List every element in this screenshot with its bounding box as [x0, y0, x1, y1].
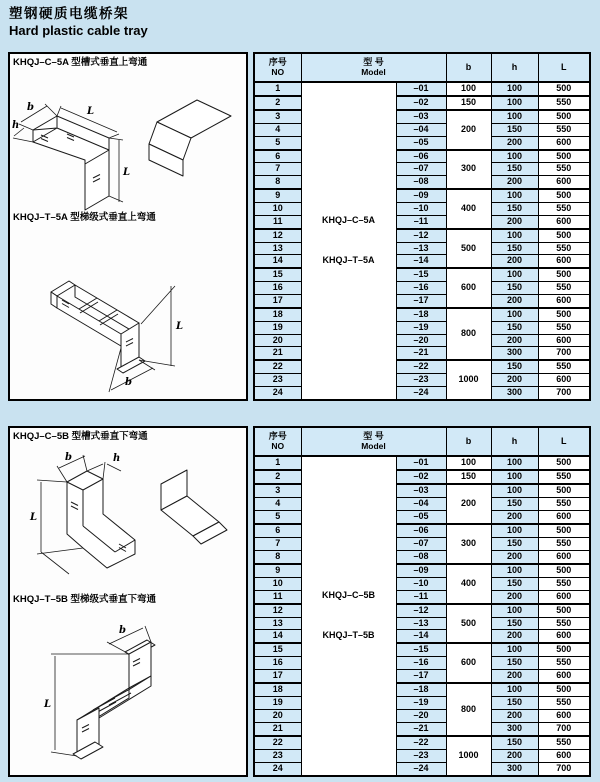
height-h-cell: 200 [491, 176, 538, 189]
model-suffix-cell: –20 [396, 334, 446, 347]
page-title-zh: 塑钢硬质电缆桥架 [9, 6, 129, 21]
model-suffix-cell: –21 [396, 722, 446, 735]
height-h-cell: 100 [491, 470, 538, 484]
height-h-cell: 150 [491, 360, 538, 373]
width-b-cell: 300 [446, 150, 491, 190]
model-suffix-cell: –01 [396, 456, 446, 470]
row-number-cell: 24 [254, 762, 301, 776]
length-l-cell: 600 [538, 510, 590, 523]
row-number-cell: 2 [254, 470, 301, 484]
row-number-cell: 23 [254, 749, 301, 762]
model-name-cell [301, 456, 396, 776]
dim-label-l: L [30, 512, 38, 523]
length-l-cell: 600 [538, 749, 590, 762]
model-suffix-cell: –05 [396, 510, 446, 523]
model-suffix-cell: –09 [396, 189, 446, 202]
height-h-cell: 100 [491, 82, 538, 96]
model-suffix-cell: –12 [396, 604, 446, 617]
dim-label-h: h [113, 453, 121, 464]
height-h-cell: 150 [491, 657, 538, 670]
row-number-cell: 15 [254, 643, 301, 656]
section-5a [8, 52, 592, 401]
row-number-cell: 16 [254, 282, 301, 295]
row-number-cell: 13 [254, 617, 301, 630]
col-header-h: h [491, 53, 538, 82]
length-l-cell: 600 [538, 550, 590, 563]
length-l-cell: 550 [538, 203, 590, 216]
spec-table-body [254, 456, 590, 776]
height-h-cell: 150 [491, 736, 538, 749]
model-suffix-cell: –13 [396, 617, 446, 630]
dim-label-h: h [12, 120, 20, 131]
length-l-cell: 700 [538, 762, 590, 776]
model-suffix-cell: –17 [396, 294, 446, 307]
height-h-cell: 300 [491, 386, 538, 400]
row-number-cell: 9 [254, 564, 301, 577]
model-suffix-cell: –03 [396, 110, 446, 123]
row-number-cell: 7 [254, 163, 301, 176]
model-suffix-cell: –17 [396, 670, 446, 683]
model-suffix-cell: –24 [396, 762, 446, 776]
row-number-cell: 5 [254, 510, 301, 523]
model-suffix-cell: –19 [396, 321, 446, 334]
length-l-cell: 500 [538, 456, 590, 470]
col-header-b: b [446, 427, 491, 456]
length-l-cell: 550 [538, 697, 590, 710]
spec-row [254, 82, 590, 96]
width-b-cell: 500 [446, 229, 491, 269]
height-h-cell: 150 [491, 577, 538, 590]
dim-label-l: L [123, 167, 131, 178]
label-ladder-5b: KHQJ–T–5B 型梯级式垂直下弯通 [13, 594, 157, 605]
row-number-cell: 8 [254, 550, 301, 563]
drawing-panel-5b [8, 426, 248, 777]
row-number-cell: 22 [254, 736, 301, 749]
length-l-cell: 500 [538, 604, 590, 617]
model-suffix-cell: –20 [396, 710, 446, 723]
row-number-cell: 1 [254, 456, 301, 470]
length-l-cell: 500 [538, 110, 590, 123]
row-number-cell: 6 [254, 150, 301, 163]
width-b-cell: 300 [446, 524, 491, 564]
height-h-cell: 200 [491, 550, 538, 563]
col-header-l: L [538, 53, 590, 82]
model-suffix-cell: –22 [396, 360, 446, 373]
row-number-cell: 18 [254, 683, 301, 696]
row-number-cell: 5 [254, 136, 301, 149]
spec-table-body [254, 82, 590, 400]
length-l-cell: 600 [538, 630, 590, 643]
width-b-cell: 600 [446, 268, 491, 308]
dim-label-b: b [27, 102, 34, 113]
model-suffix-cell: –04 [396, 123, 446, 136]
length-l-cell: 500 [538, 189, 590, 202]
row-number-cell: 10 [254, 203, 301, 216]
model-suffix-cell: –15 [396, 268, 446, 281]
row-number-cell: 12 [254, 229, 301, 242]
height-h-cell: 200 [491, 255, 538, 268]
length-l-cell: 500 [538, 683, 590, 696]
model-suffix-cell: –16 [396, 282, 446, 295]
row-number-cell: 20 [254, 710, 301, 723]
height-h-cell: 150 [491, 321, 538, 334]
height-h-cell: 100 [491, 308, 538, 321]
height-h-cell: 100 [491, 524, 538, 537]
height-h-cell: 100 [491, 189, 538, 202]
model-suffix-cell: –05 [396, 136, 446, 149]
length-l-cell: 600 [538, 294, 590, 307]
length-l-cell: 550 [538, 657, 590, 670]
length-l-cell: 500 [538, 229, 590, 242]
model-suffix-cell: –18 [396, 308, 446, 321]
height-h-cell: 200 [491, 590, 538, 603]
height-h-cell: 200 [491, 630, 538, 643]
height-h-cell: 200 [491, 710, 538, 723]
label-ladder-5a: KHQJ–T–5A 型梯级式垂直上弯通 [13, 212, 156, 223]
model-suffix-cell: –08 [396, 550, 446, 563]
length-l-cell: 500 [538, 308, 590, 321]
width-b-cell: 1000 [446, 360, 491, 400]
length-l-cell: 600 [538, 334, 590, 347]
col-header-no: 序号 NO [254, 53, 301, 82]
row-number-cell: 19 [254, 321, 301, 334]
row-number-cell: 15 [254, 268, 301, 281]
row-number-cell: 3 [254, 110, 301, 123]
length-l-cell: 550 [538, 163, 590, 176]
model-suffix-cell: –07 [396, 163, 446, 176]
width-b-cell: 400 [446, 564, 491, 604]
col-header-no: 序号 NO [254, 427, 301, 456]
drawing-panel-5a [8, 52, 248, 401]
height-h-cell: 150 [491, 617, 538, 630]
ladder-up-bend-drawing [11, 234, 247, 396]
channel-up-bend-drawing [11, 78, 247, 230]
width-b-cell: 200 [446, 110, 491, 150]
row-number-cell: 13 [254, 242, 301, 255]
row-number-cell: 9 [254, 189, 301, 202]
dim-label-l: L [176, 321, 184, 332]
col-header-l: L [538, 427, 590, 456]
spec-row [254, 456, 590, 470]
length-l-cell: 700 [538, 386, 590, 400]
length-l-cell: 550 [538, 577, 590, 590]
model-suffix-cell: –23 [396, 749, 446, 762]
height-h-cell: 100 [491, 643, 538, 656]
dim-label-b: b [65, 452, 72, 463]
width-b-cell: 200 [446, 484, 491, 524]
length-l-cell: 550 [538, 360, 590, 373]
model-suffix-cell: –02 [396, 96, 446, 110]
height-h-cell: 150 [491, 282, 538, 295]
height-h-cell: 300 [491, 762, 538, 776]
height-h-cell: 200 [491, 136, 538, 149]
height-h-cell: 200 [491, 334, 538, 347]
length-l-cell: 500 [538, 268, 590, 281]
row-number-cell: 20 [254, 334, 301, 347]
length-l-cell: 500 [538, 564, 590, 577]
row-number-cell: 11 [254, 215, 301, 228]
width-b-cell: 500 [446, 604, 491, 644]
length-l-cell: 500 [538, 643, 590, 656]
length-l-cell: 500 [538, 150, 590, 163]
length-l-cell: 500 [538, 484, 590, 497]
width-b-cell: 150 [446, 470, 491, 484]
height-h-cell: 150 [491, 537, 538, 550]
dim-label-l: L [87, 106, 95, 117]
row-number-cell: 7 [254, 537, 301, 550]
height-h-cell: 100 [491, 683, 538, 696]
length-l-cell: 500 [538, 82, 590, 96]
length-l-cell: 550 [538, 736, 590, 749]
row-number-cell: 4 [254, 123, 301, 136]
height-h-cell: 300 [491, 722, 538, 735]
model-suffix-cell: –06 [396, 524, 446, 537]
length-l-cell: 600 [538, 710, 590, 723]
row-number-cell: 16 [254, 657, 301, 670]
length-l-cell: 550 [538, 282, 590, 295]
table-header [254, 53, 590, 82]
model-suffix-cell: –11 [396, 590, 446, 603]
model-suffix-cell: –14 [396, 630, 446, 643]
height-h-cell: 200 [491, 374, 538, 387]
row-number-cell: 3 [254, 484, 301, 497]
height-h-cell: 100 [491, 484, 538, 497]
length-l-cell: 550 [538, 470, 590, 484]
model-suffix-cell: –09 [396, 564, 446, 577]
spec-table-5a [253, 52, 591, 401]
width-b-cell: 400 [446, 189, 491, 229]
height-h-cell: 100 [491, 604, 538, 617]
length-l-cell: 550 [538, 617, 590, 630]
row-number-cell: 18 [254, 308, 301, 321]
length-l-cell: 600 [538, 136, 590, 149]
model-suffix-cell: –10 [396, 577, 446, 590]
row-number-cell: 19 [254, 697, 301, 710]
height-h-cell: 150 [491, 123, 538, 136]
page-title [9, 5, 148, 39]
height-h-cell: 200 [491, 749, 538, 762]
model-suffix-cell: –18 [396, 683, 446, 696]
length-l-cell: 550 [538, 498, 590, 511]
length-l-cell: 600 [538, 215, 590, 228]
height-h-cell: 150 [491, 498, 538, 511]
model-suffix-cell: –08 [396, 176, 446, 189]
model-suffix-cell: –12 [396, 229, 446, 242]
length-l-cell: 550 [538, 321, 590, 334]
dim-label-l: L [44, 699, 52, 710]
height-h-cell: 150 [491, 242, 538, 255]
row-number-cell: 11 [254, 590, 301, 603]
model-name: KHQJ–C–5A [321, 215, 376, 226]
model-name: KHQJ–C–5B [321, 590, 376, 601]
dim-label-b: b [119, 625, 126, 636]
width-b-cell: 1000 [446, 736, 491, 776]
height-h-cell: 150 [491, 203, 538, 216]
length-l-cell: 600 [538, 670, 590, 683]
row-number-cell: 8 [254, 176, 301, 189]
col-header-h: h [491, 427, 538, 456]
width-b-cell: 100 [446, 82, 491, 96]
label-channel-5a: KHQJ–C–5A 型槽式垂直上弯通 [13, 57, 148, 68]
length-l-cell: 600 [538, 176, 590, 189]
dim-label-b: b [125, 377, 132, 388]
model-suffix-cell: –15 [396, 643, 446, 656]
model-suffix-cell: –02 [396, 470, 446, 484]
height-h-cell: 100 [491, 268, 538, 281]
height-h-cell: 100 [491, 229, 538, 242]
length-l-cell: 600 [538, 590, 590, 603]
model-suffix-cell: –14 [396, 255, 446, 268]
width-b-cell: 600 [446, 643, 491, 683]
length-l-cell: 600 [538, 255, 590, 268]
model-suffix-cell: –21 [396, 347, 446, 360]
row-number-cell: 14 [254, 630, 301, 643]
row-number-cell: 14 [254, 255, 301, 268]
model-suffix-cell: –11 [396, 215, 446, 228]
spec-table-5b [253, 426, 591, 777]
length-l-cell: 700 [538, 347, 590, 360]
row-number-cell: 10 [254, 577, 301, 590]
row-number-cell: 21 [254, 347, 301, 360]
length-l-cell: 550 [538, 123, 590, 136]
width-b-cell: 100 [446, 456, 491, 470]
width-b-cell: 800 [446, 308, 491, 360]
length-l-cell: 550 [538, 537, 590, 550]
height-h-cell: 100 [491, 564, 538, 577]
col-header-model: 型 号 Model [301, 53, 446, 82]
height-h-cell: 300 [491, 347, 538, 360]
row-number-cell: 21 [254, 722, 301, 735]
height-h-cell: 100 [491, 110, 538, 123]
row-number-cell: 4 [254, 498, 301, 511]
col-header-model: 型 号 Model [301, 427, 446, 456]
model-name-cell [301, 82, 396, 400]
row-number-cell: 12 [254, 604, 301, 617]
col-header-b: b [446, 53, 491, 82]
length-l-cell: 500 [538, 524, 590, 537]
row-number-cell: 23 [254, 374, 301, 387]
length-l-cell: 550 [538, 96, 590, 110]
model-suffix-cell: –07 [396, 537, 446, 550]
model-suffix-cell: –01 [396, 82, 446, 96]
section-5b [8, 426, 592, 777]
model-suffix-cell: –10 [396, 203, 446, 216]
row-number-cell: 6 [254, 524, 301, 537]
width-b-cell: 150 [446, 96, 491, 110]
model-suffix-cell: –13 [396, 242, 446, 255]
height-h-cell: 150 [491, 697, 538, 710]
height-h-cell: 200 [491, 510, 538, 523]
height-h-cell: 100 [491, 456, 538, 470]
height-h-cell: 200 [491, 670, 538, 683]
row-number-cell: 17 [254, 294, 301, 307]
height-h-cell: 200 [491, 294, 538, 307]
row-number-cell: 22 [254, 360, 301, 373]
model-suffix-cell: –23 [396, 374, 446, 387]
row-number-cell: 1 [254, 82, 301, 96]
height-h-cell: 150 [491, 163, 538, 176]
model-suffix-cell: –04 [396, 498, 446, 511]
model-name: KHQJ–T–5A [322, 254, 375, 265]
height-h-cell: 100 [491, 96, 538, 110]
row-number-cell: 2 [254, 96, 301, 110]
table-header [254, 427, 590, 456]
row-number-cell: 24 [254, 386, 301, 400]
length-l-cell: 700 [538, 722, 590, 735]
model-suffix-cell: –22 [396, 736, 446, 749]
channel-down-bend-drawing [11, 452, 247, 602]
model-suffix-cell: –03 [396, 484, 446, 497]
height-h-cell: 100 [491, 150, 538, 163]
length-l-cell: 600 [538, 374, 590, 387]
model-suffix-cell: –19 [396, 697, 446, 710]
ladder-down-bend-drawing [11, 620, 247, 772]
model-suffix-cell: –24 [396, 386, 446, 400]
height-h-cell: 200 [491, 215, 538, 228]
model-suffix-cell: –16 [396, 657, 446, 670]
model-name: KHQJ–T–5B [322, 629, 375, 640]
row-number-cell: 17 [254, 670, 301, 683]
model-suffix-cell: –06 [396, 150, 446, 163]
width-b-cell: 800 [446, 683, 491, 736]
label-channel-5b: KHQJ–C–5B 型槽式垂直下弯通 [13, 431, 148, 442]
length-l-cell: 550 [538, 242, 590, 255]
page-title-en: Hard plastic cable tray [9, 23, 148, 38]
